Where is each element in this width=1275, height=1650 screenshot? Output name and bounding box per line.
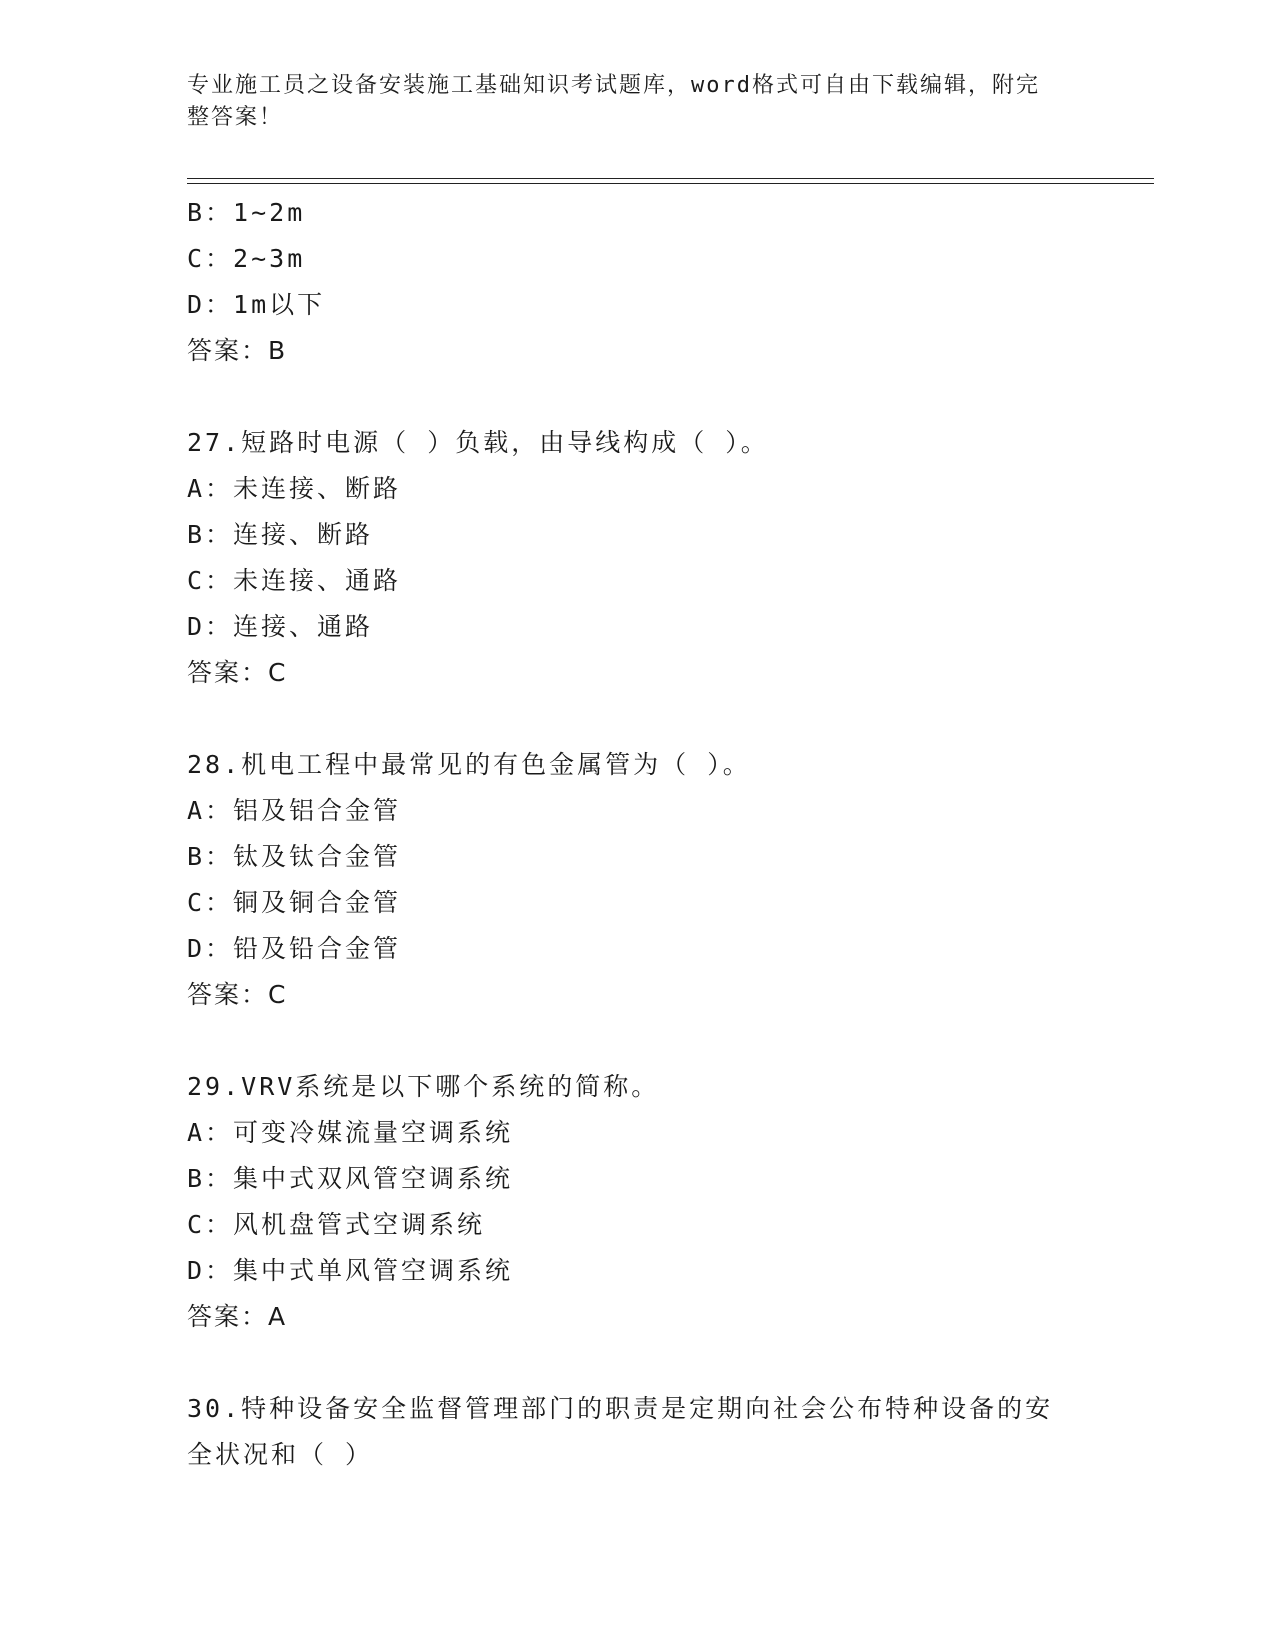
answer: 答案：B xyxy=(187,336,288,365)
option-d: D：集中式单风管空调系统 xyxy=(187,1256,514,1285)
option-c: C：铜及铜合金管 xyxy=(187,888,402,917)
answer: 答案：A xyxy=(187,1302,288,1331)
header-divider-top xyxy=(187,178,1154,179)
option-c: C：风机盘管式空调系统 xyxy=(187,1210,486,1239)
question-26 xyxy=(187,190,1087,374)
header-line-2: 整答案！ xyxy=(187,105,284,130)
answer: 答案：C xyxy=(187,658,288,687)
question-stem-line-1: 30.特种设备安全监督管理部门的职责是定期向社会公布特种设备的安 xyxy=(187,1394,1054,1423)
question-stem-line-2: 全状况和（ ） xyxy=(187,1440,374,1469)
option-d: D：铅及铅合金管 xyxy=(187,934,402,963)
spacer xyxy=(187,696,1087,742)
question-stem: 29.VRV系统是以下哪个系统的简称。 xyxy=(187,1072,660,1101)
option-b: B：集中式双风管空调系统 xyxy=(187,1164,514,1193)
header-line-1: 专业施工员之设备安装施工基础知识考试题库，word格式可自由下载编辑，附完 xyxy=(187,73,1040,98)
option-a: A：铝及铝合金管 xyxy=(187,796,402,825)
option-b: B：钛及钛合金管 xyxy=(187,842,402,871)
question-list xyxy=(187,190,1087,1478)
spacer xyxy=(187,374,1087,420)
question-stem: 28.机电工程中最常见的有色金属管为（ ）。 xyxy=(187,750,751,779)
header-divider-bottom xyxy=(187,183,1154,184)
question-stem: 27.短路时电源（ ）负载，由导线构成（ ）。 xyxy=(187,428,769,457)
option-c: C：2~3m xyxy=(187,244,306,273)
document-header xyxy=(187,70,1067,134)
spacer xyxy=(187,1340,1087,1386)
spacer xyxy=(187,1018,1087,1064)
answer: 答案：C xyxy=(187,980,288,1009)
option-b: B：1~2m xyxy=(187,198,306,227)
question-30 xyxy=(187,1386,1087,1478)
option-c: C：未连接、通路 xyxy=(187,566,402,595)
option-d: D：连接、通路 xyxy=(187,612,374,641)
question-27 xyxy=(187,420,1087,696)
option-a: A：未连接、断路 xyxy=(187,474,402,503)
question-29 xyxy=(187,1064,1087,1340)
question-28 xyxy=(187,742,1087,1018)
option-d: D：1m以下 xyxy=(187,290,326,319)
option-b: B：连接、断路 xyxy=(187,520,374,549)
option-a: A：可变冷媒流量空调系统 xyxy=(187,1118,514,1147)
